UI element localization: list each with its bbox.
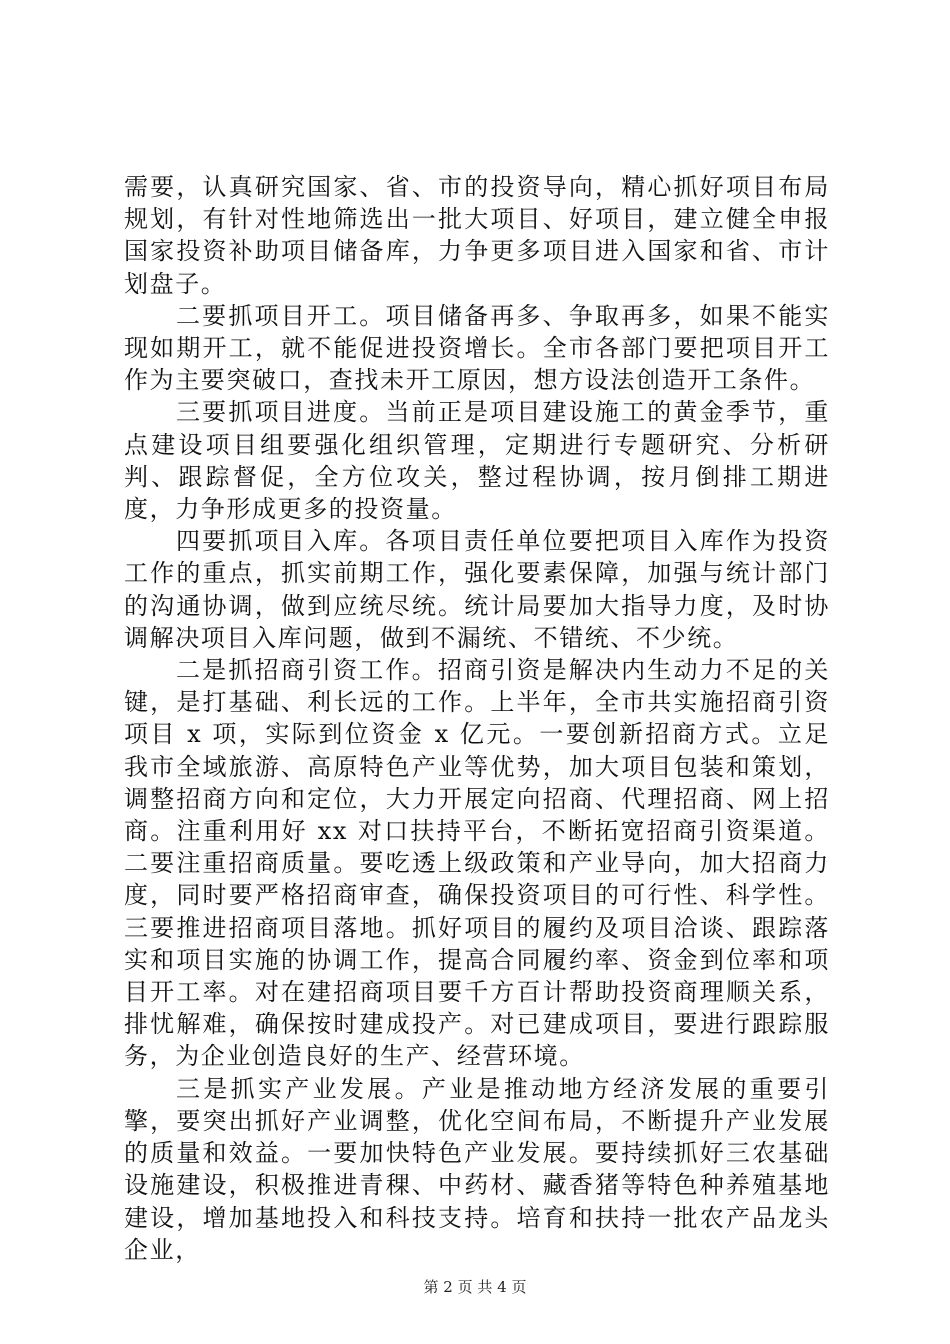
paragraph-project-registration: 四要抓项目入库。各项目责任单位要把项目入库作为投资工作的重点，抓实前期工作，强化要素保障，加强与统计部门的沟通协调，做到应统尽统。统计局要加大指导力度，及时协调解决项目入库问题，做到不漏统、不错统、不少统。 — [124, 527, 830, 652]
document-body — [124, 171, 830, 1266]
paragraph-investment-attraction: 二是抓招商引资工作。招商引资是解决内生动力不足的关键，是打基础、利长远的工作。上半年，全市共实施招商引资项目 x 项，实际到位资金 x 亿元。一要创新招商方式。立足我市全域旅游、高原特色产业等优势，加大项目包装和策划，调整招商方向和定位，大力开展定向招商、代理招商、网上招商。注重利用好 xx 对口扶持平台，不断拓宽招商引资渠道。二要注重招商质量。要吃透上级政策和产业导向，加大招商力度，同时要严格招商审查，确保投资项目的可行性、科学性。三要推进招商项目落地。抓好项目的履约及项目洽谈、跟踪落实和项目实施的协调工作，提高合同履约率、资金到位率和项目开工率。对在建招商项目要千方百计帮助投资商理顺关系，排忧解难，确保按时建成投产。对已建成项目，要进行跟踪服务，为企业创造良好的生产、经营环境。 — [124, 656, 830, 1071]
paragraph-continued: 需要，认真研究国家、省、市的投资导向，精心抓好项目布局规划，有针对性地筛选出一批大项目、好项目，建立健全申报国家投资补助项目储备库，力争更多项目进入国家和省、市计划盘子。 — [124, 173, 830, 298]
paragraph-project-start: 二要抓项目开工。项目储备再多、争取再多，如果不能实现如期开工，就不能促进投资增长。全市各部门要把项目开工作为主要突破口，查找未开工原因，想方设法创造开工条件。 — [124, 301, 830, 395]
paragraph-project-progress: 三要抓项目进度。当前正是项目建设施工的黄金季节，重点建设项目组要强化组织管理，定期进行专题研究、分析研判、跟踪督促，全方位攻关，整过程协调，按月倒排工期进度，力争形成更多的投资量。 — [124, 398, 830, 524]
paragraph-industry-development: 三是抓实产业发展。产业是推动地方经济发展的重要引擎，要突出抓好产业调整，优化空间布局，不断提升产业发展的质量和效益。一要加快特色产业发展。要持续抓好三农基础设施建设，积极推进青稞、中药材、藏香猪等特色种养殖基地建设，增加基地投入和科技支持。培育和扶持一批农产品龙头企业， — [124, 1074, 830, 1264]
page-number-footer: 第 2 页 共 4 页 — [423, 1278, 527, 1296]
